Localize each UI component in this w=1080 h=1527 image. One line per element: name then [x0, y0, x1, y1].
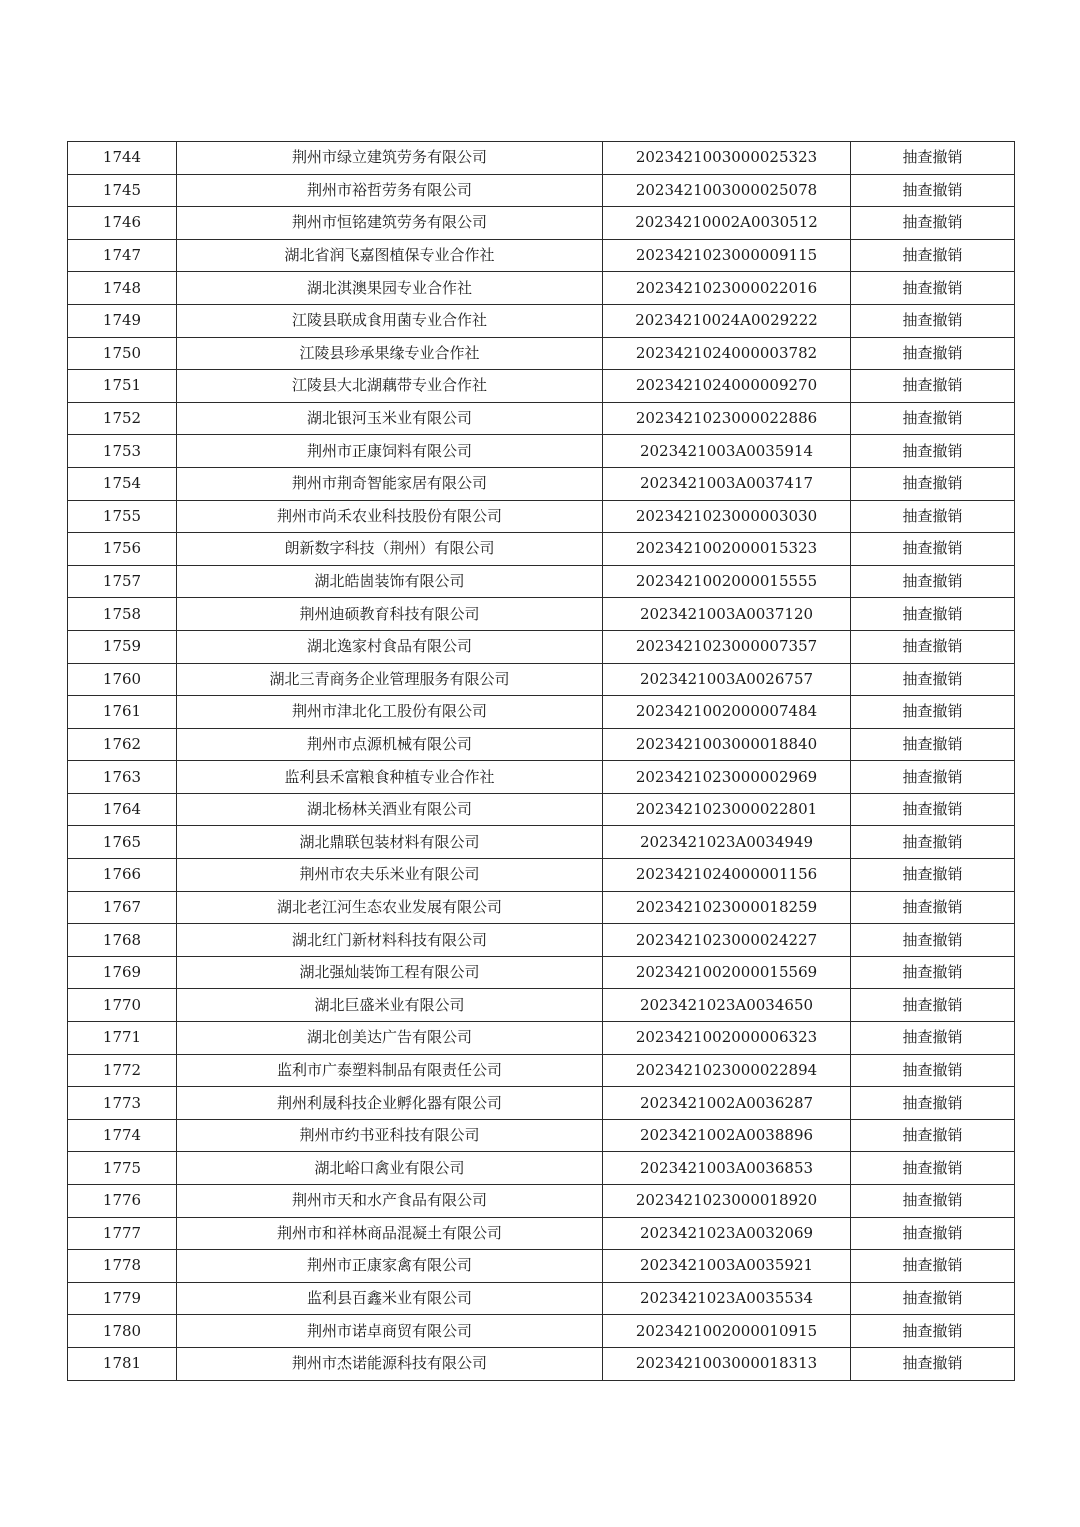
registration-code-cell: 2023421002A0036287 — [603, 1087, 851, 1120]
row-number-cell: 1776 — [68, 1185, 177, 1218]
registration-code-cell: 2023421024000009270 — [603, 370, 851, 403]
status-cell: 抽查撤销 — [851, 989, 1015, 1022]
row-number-cell: 1765 — [68, 826, 177, 859]
registration-code-cell: 2023421023000018920 — [603, 1185, 851, 1218]
status-cell: 抽查撤销 — [851, 500, 1015, 533]
company-name-cell: 湖北巨盛米业有限公司 — [177, 989, 603, 1022]
company-name-cell: 荆州市农夫乐米业有限公司 — [177, 859, 603, 892]
status-cell: 抽查撤销 — [851, 370, 1015, 403]
table-row — [68, 402, 1015, 435]
row-number-cell: 1768 — [68, 924, 177, 957]
registration-code-cell: 2023421023A0034949 — [603, 826, 851, 859]
registration-code-cell: 2023421003A0026757 — [603, 663, 851, 696]
status-cell: 抽查撤销 — [851, 1185, 1015, 1218]
company-name-cell: 荆州迪硕教育科技有限公司 — [177, 598, 603, 631]
company-name-cell: 湖北鼎联包装材料有限公司 — [177, 826, 603, 859]
registration-code-cell: 2023421023000022894 — [603, 1054, 851, 1087]
status-cell: 抽查撤销 — [851, 663, 1015, 696]
row-number-cell: 1762 — [68, 728, 177, 761]
registration-code-cell: 2023421023000003030 — [603, 500, 851, 533]
row-number-cell: 1759 — [68, 630, 177, 663]
table-row — [68, 174, 1015, 207]
company-name-cell: 荆州市天和水产食品有限公司 — [177, 1185, 603, 1218]
status-cell: 抽查撤销 — [851, 924, 1015, 957]
row-number-cell: 1775 — [68, 1152, 177, 1185]
company-name-cell: 荆州市荆奇智能家居有限公司 — [177, 467, 603, 500]
table-row — [68, 761, 1015, 794]
registration-code-cell: 2023421003000025078 — [603, 174, 851, 207]
row-number-cell: 1761 — [68, 696, 177, 729]
row-number-cell: 1753 — [68, 435, 177, 468]
table-row — [68, 239, 1015, 272]
registration-code-cell: 2023421023000009115 — [603, 239, 851, 272]
registration-code-cell: 2023421023000022801 — [603, 793, 851, 826]
table-row — [68, 533, 1015, 566]
table-row — [68, 891, 1015, 924]
table-row — [68, 956, 1015, 989]
table-body — [68, 142, 1015, 1381]
company-name-cell: 湖北逸家村食品有限公司 — [177, 630, 603, 663]
status-cell: 抽查撤销 — [851, 1250, 1015, 1283]
table-row — [68, 565, 1015, 598]
status-cell: 抽查撤销 — [851, 435, 1015, 468]
company-name-cell: 湖北峪口禽业有限公司 — [177, 1152, 603, 1185]
table-row — [68, 859, 1015, 892]
row-number-cell: 1774 — [68, 1119, 177, 1152]
revocation-table — [67, 141, 1015, 1381]
table-row — [68, 467, 1015, 500]
registration-code-cell: 2023421002000015555 — [603, 565, 851, 598]
row-number-cell: 1777 — [68, 1217, 177, 1250]
row-number-cell: 1771 — [68, 1022, 177, 1055]
row-number-cell: 1764 — [68, 793, 177, 826]
row-number-cell: 1751 — [68, 370, 177, 403]
table-row — [68, 207, 1015, 240]
registration-code-cell: 2023421023000024227 — [603, 924, 851, 957]
registration-code-cell: 2023421023A0032069 — [603, 1217, 851, 1250]
table-row — [68, 1054, 1015, 1087]
status-cell: 抽查撤销 — [851, 1152, 1015, 1185]
company-name-cell: 湖北杨林关酒业有限公司 — [177, 793, 603, 826]
company-name-cell: 监利市广泰塑料制品有限责任公司 — [177, 1054, 603, 1087]
table-row — [68, 435, 1015, 468]
row-number-cell: 1752 — [68, 402, 177, 435]
row-number-cell: 1766 — [68, 859, 177, 892]
status-cell: 抽查撤销 — [851, 891, 1015, 924]
row-number-cell: 1778 — [68, 1250, 177, 1283]
row-number-cell: 1758 — [68, 598, 177, 631]
table-row — [68, 1315, 1015, 1348]
status-cell: 抽查撤销 — [851, 598, 1015, 631]
company-name-cell: 江陵县珍承果缘专业合作社 — [177, 337, 603, 370]
row-number-cell: 1770 — [68, 989, 177, 1022]
table-row — [68, 1087, 1015, 1120]
company-name-cell: 荆州市绿立建筑劳务有限公司 — [177, 142, 603, 175]
table-row — [68, 1119, 1015, 1152]
status-cell: 抽查撤销 — [851, 630, 1015, 663]
company-name-cell: 湖北皓崮装饰有限公司 — [177, 565, 603, 598]
status-cell: 抽查撤销 — [851, 239, 1015, 272]
table-row — [68, 272, 1015, 305]
registration-code-cell: 2023421003A0037417 — [603, 467, 851, 500]
status-cell: 抽查撤销 — [851, 402, 1015, 435]
company-name-cell: 荆州市杰诺能源科技有限公司 — [177, 1347, 603, 1380]
status-cell: 抽查撤销 — [851, 1217, 1015, 1250]
status-cell: 抽查撤销 — [851, 467, 1015, 500]
row-number-cell: 1760 — [68, 663, 177, 696]
row-number-cell: 1749 — [68, 304, 177, 337]
row-number-cell: 1744 — [68, 142, 177, 175]
status-cell: 抽查撤销 — [851, 337, 1015, 370]
row-number-cell: 1772 — [68, 1054, 177, 1087]
registration-code-cell: 2023421023000022886 — [603, 402, 851, 435]
status-cell: 抽查撤销 — [851, 1119, 1015, 1152]
registration-code-cell: 2023421023A0034650 — [603, 989, 851, 1022]
row-number-cell: 1763 — [68, 761, 177, 794]
status-cell: 抽查撤销 — [851, 272, 1015, 305]
table-row — [68, 989, 1015, 1022]
company-name-cell: 荆州市约书亚科技有限公司 — [177, 1119, 603, 1152]
registration-code-cell: 2023421003A0036853 — [603, 1152, 851, 1185]
status-cell: 抽查撤销 — [851, 1022, 1015, 1055]
company-name-cell: 湖北老江河生态农业发展有限公司 — [177, 891, 603, 924]
registration-code-cell: 20234210002A0030512 — [603, 207, 851, 240]
status-cell: 抽查撤销 — [851, 859, 1015, 892]
table-row — [68, 370, 1015, 403]
registration-code-cell: 2023421002000015323 — [603, 533, 851, 566]
registration-code-cell: 2023421023000022016 — [603, 272, 851, 305]
company-name-cell: 荆州利晟科技企业孵化器有限公司 — [177, 1087, 603, 1120]
company-name-cell: 湖北银河玉米业有限公司 — [177, 402, 603, 435]
status-cell: 抽查撤销 — [851, 1282, 1015, 1315]
table-row — [68, 826, 1015, 859]
company-name-cell: 荆州市裕哲劳务有限公司 — [177, 174, 603, 207]
status-cell: 抽查撤销 — [851, 956, 1015, 989]
status-cell: 抽查撤销 — [851, 533, 1015, 566]
status-cell: 抽查撤销 — [851, 728, 1015, 761]
status-cell: 抽查撤销 — [851, 565, 1015, 598]
status-cell: 抽查撤销 — [851, 174, 1015, 207]
table-row — [68, 793, 1015, 826]
company-name-cell: 荆州市正康饲料有限公司 — [177, 435, 603, 468]
status-cell: 抽查撤销 — [851, 142, 1015, 175]
registration-code-cell: 2023421023A0035534 — [603, 1282, 851, 1315]
status-cell: 抽查撤销 — [851, 793, 1015, 826]
status-cell: 抽查撤销 — [851, 696, 1015, 729]
row-number-cell: 1748 — [68, 272, 177, 305]
registration-code-cell: 2023421003000018840 — [603, 728, 851, 761]
company-name-cell: 湖北三青商务企业管理服务有限公司 — [177, 663, 603, 696]
status-cell: 抽查撤销 — [851, 207, 1015, 240]
table-row — [68, 1217, 1015, 1250]
row-number-cell: 1756 — [68, 533, 177, 566]
company-name-cell: 湖北省润飞嘉图植保专业合作社 — [177, 239, 603, 272]
registration-code-cell: 2023421023000007357 — [603, 630, 851, 663]
row-number-cell: 1747 — [68, 239, 177, 272]
table-row — [68, 304, 1015, 337]
company-name-cell: 湖北创美达广告有限公司 — [177, 1022, 603, 1055]
table-row — [68, 663, 1015, 696]
table-row — [68, 1282, 1015, 1315]
company-name-cell: 荆州市津北化工股份有限公司 — [177, 696, 603, 729]
table-row — [68, 696, 1015, 729]
table-row — [68, 1185, 1015, 1218]
table-row — [68, 500, 1015, 533]
status-cell: 抽查撤销 — [851, 826, 1015, 859]
table-row — [68, 924, 1015, 957]
registration-code-cell: 2023421024000001156 — [603, 859, 851, 892]
registration-code-cell: 2023421003A0035921 — [603, 1250, 851, 1283]
row-number-cell: 1773 — [68, 1087, 177, 1120]
row-number-cell: 1750 — [68, 337, 177, 370]
table-row — [68, 1152, 1015, 1185]
table-row — [68, 142, 1015, 175]
status-cell: 抽查撤销 — [851, 1347, 1015, 1380]
row-number-cell: 1781 — [68, 1347, 177, 1380]
row-number-cell: 1745 — [68, 174, 177, 207]
registration-code-cell: 20234210024A0029222 — [603, 304, 851, 337]
registration-code-cell: 2023421003000018313 — [603, 1347, 851, 1380]
row-number-cell: 1780 — [68, 1315, 177, 1348]
registration-code-cell: 2023421024000003782 — [603, 337, 851, 370]
company-name-cell: 荆州市正康家禽有限公司 — [177, 1250, 603, 1283]
registration-code-cell: 2023421002000006323 — [603, 1022, 851, 1055]
registration-code-cell: 2023421003000025323 — [603, 142, 851, 175]
status-cell: 抽查撤销 — [851, 304, 1015, 337]
table-row — [68, 630, 1015, 663]
company-name-cell: 荆州市恒铭建筑劳务有限公司 — [177, 207, 603, 240]
row-number-cell: 1754 — [68, 467, 177, 500]
company-name-cell: 荆州市诺卓商贸有限公司 — [177, 1315, 603, 1348]
company-name-cell: 监利县百鑫米业有限公司 — [177, 1282, 603, 1315]
row-number-cell: 1755 — [68, 500, 177, 533]
company-name-cell: 湖北淇澳果园专业合作社 — [177, 272, 603, 305]
company-name-cell: 江陵县联成食用菌专业合作社 — [177, 304, 603, 337]
row-number-cell: 1779 — [68, 1282, 177, 1315]
status-cell: 抽查撤销 — [851, 1054, 1015, 1087]
status-cell: 抽查撤销 — [851, 761, 1015, 794]
company-name-cell: 荆州市和祥林商品混凝土有限公司 — [177, 1217, 603, 1250]
company-name-cell: 湖北红门新材料科技有限公司 — [177, 924, 603, 957]
company-name-cell: 朗新数字科技（荆州）有限公司 — [177, 533, 603, 566]
row-number-cell: 1757 — [68, 565, 177, 598]
table-row — [68, 728, 1015, 761]
table-row — [68, 1022, 1015, 1055]
registration-code-cell: 2023421002000015569 — [603, 956, 851, 989]
registration-code-cell: 2023421002A0038896 — [603, 1119, 851, 1152]
status-cell: 抽查撤销 — [851, 1087, 1015, 1120]
registration-code-cell: 2023421002000007484 — [603, 696, 851, 729]
company-name-cell: 荆州市点源机械有限公司 — [177, 728, 603, 761]
company-name-cell: 荆州市尚禾农业科技股份有限公司 — [177, 500, 603, 533]
row-number-cell: 1746 — [68, 207, 177, 240]
company-name-cell: 湖北强灿装饰工程有限公司 — [177, 956, 603, 989]
table-row — [68, 1250, 1015, 1283]
registration-code-cell: 2023421003A0035914 — [603, 435, 851, 468]
company-name-cell: 江陵县大北湖藕带专业合作社 — [177, 370, 603, 403]
company-name-cell: 监利县禾富粮食种植专业合作社 — [177, 761, 603, 794]
row-number-cell: 1769 — [68, 956, 177, 989]
status-cell: 抽查撤销 — [851, 1315, 1015, 1348]
table-row — [68, 1347, 1015, 1380]
table-row — [68, 337, 1015, 370]
registration-code-cell: 2023421002000010915 — [603, 1315, 851, 1348]
registration-code-cell: 2023421023000018259 — [603, 891, 851, 924]
table-row — [68, 598, 1015, 631]
row-number-cell: 1767 — [68, 891, 177, 924]
registration-code-cell: 2023421023000002969 — [603, 761, 851, 794]
registration-code-cell: 2023421003A0037120 — [603, 598, 851, 631]
